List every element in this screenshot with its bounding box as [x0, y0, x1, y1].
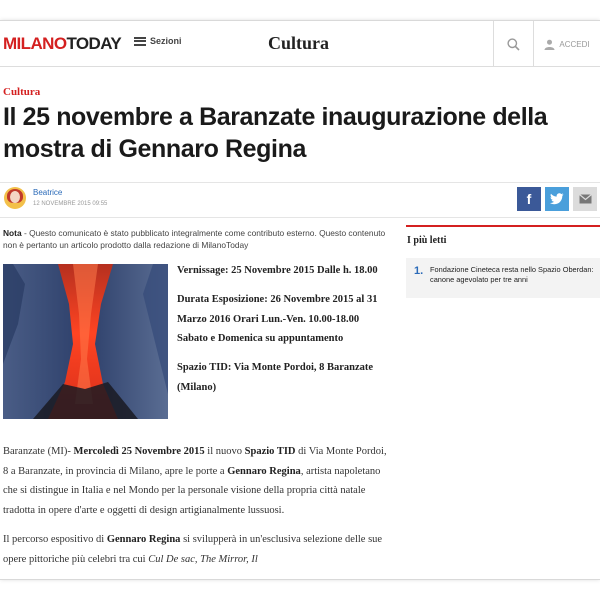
sezioni-label: Sezioni — [150, 36, 182, 46]
article-headline: Il 25 novembre a Baranzate inaugurazione della mostra di Gennaro Regina — [3, 103, 548, 163]
most-read-rank: 1. — [414, 265, 424, 277]
text-run: Il percorso espositivo di — [3, 534, 107, 545]
text-run: il nuovo — [204, 446, 245, 457]
article-body — [3, 442, 393, 579]
facebook-icon: f — [526, 191, 532, 207]
author-row — [0, 182, 600, 218]
section-title[interactable]: Cultura — [268, 33, 330, 53]
sidebar-divider — [406, 225, 600, 227]
text-run-italic: Cul De sac, The Mirror, Il — [148, 553, 258, 565]
milanotoday-logo[interactable] — [3, 34, 121, 54]
accedi-button[interactable] — [533, 21, 600, 67]
body-paragraph — [3, 530, 393, 569]
most-read-link[interactable]: Fondazione Cineteca resta nello Spazio Oberdan: canone agevolato per tre anni — [430, 265, 594, 284]
text-run: di Via Monte Pordoi, 8 a Baranzate, in provincia di Milano, apre le porte a — [3, 446, 387, 477]
mail-icon — [579, 194, 592, 204]
accedi-label: ACCEDI — [559, 39, 590, 49]
external-content-note — [3, 227, 393, 251]
most-read-title: I più letti — [407, 235, 447, 246]
text-run-bold: Gennaro Regina — [227, 465, 301, 477]
page-frame — [0, 20, 600, 580]
text-run-bold: Spazio TID — [244, 446, 296, 457]
body-paragraph — [3, 442, 393, 520]
venue-info: Spazio TID: Via Monte Pordoi, 8 Baranzate (Milano) — [177, 362, 374, 393]
avatar[interactable] — [4, 187, 26, 209]
twitter-share-button[interactable] — [545, 187, 569, 211]
author-name[interactable]: Beatrice — [33, 188, 63, 197]
user-icon — [544, 39, 555, 50]
top-navigation-bar — [0, 21, 600, 67]
logo-part-milano: MILANO — [3, 34, 67, 53]
text-run: , artista napoletano che si distingue in Italia e nel Mondo per la personale visione della propria città natale tradotta in opere d'arte e oggetti di design artigianalmente lussuosi. — [3, 465, 381, 516]
text-run: Baranzate (MI)- — [3, 446, 74, 457]
search-button[interactable] — [493, 21, 533, 67]
note-text: - Questo comunicato è stato pubblicato integralmente come contributo esterno. Questo contenuto non è pertanto un articolo prodotto dalla redazione di MilanoToday — [3, 228, 386, 250]
vernissage-info: Vernissage: 25 Novembre 2015 Dalle h. 18.00 — [177, 265, 378, 276]
logo-part-today: TODAY — [66, 34, 122, 53]
sezioni-menu-button[interactable] — [134, 36, 182, 46]
most-read-item[interactable] — [406, 258, 600, 298]
duration-info: Durata Esposizione: 26 Novembre 2015 al 31 Marzo 2016 Orari Lun.-Ven. 10.00-18.00 Sabato e Domenica su appuntamento — [177, 294, 378, 344]
twitter-icon — [550, 193, 564, 205]
hamburger-icon — [134, 37, 146, 46]
mail-share-button[interactable] — [573, 187, 597, 211]
publish-date: 12 NOVEMBRE 2015 09:55 — [33, 201, 108, 207]
sidebar-most-read — [406, 225, 600, 298]
article-artwork-image[interactable] — [3, 264, 168, 419]
text-run-bold: Gennaro Regina — [106, 534, 181, 545]
text-run-bold: Mercoledì 25 Novembre 2015 — [73, 446, 205, 457]
text-run: si svilupperà in un'esclusiva selezione delle sue opere pittoriche più celebri tra cui — [3, 534, 383, 565]
article-category[interactable]: Cultura — [3, 86, 41, 98]
facebook-share-button[interactable] — [517, 187, 541, 211]
note-label: Nota — [3, 228, 22, 238]
search-icon — [507, 38, 520, 51]
exhibition-info — [177, 261, 392, 407]
